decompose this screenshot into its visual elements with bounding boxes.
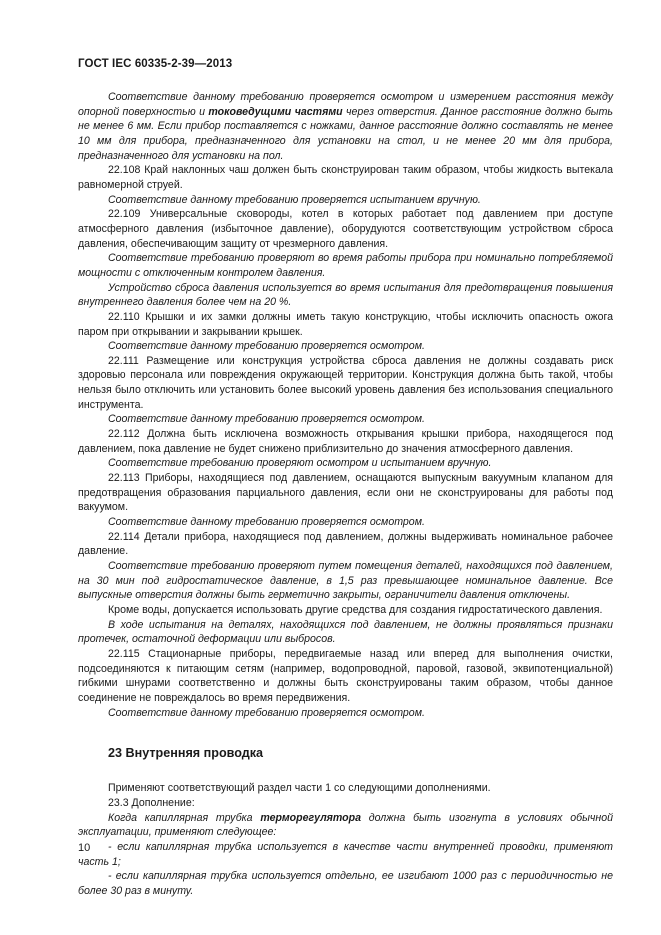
text-run: 22.113 Приборы, находящиеся под давлением, оснащаются выпускным вакуумным клапаном для предотвращения образования парциального давления, если они не сконструированы для работы под вакуумом. — [78, 472, 613, 514]
section-paragraph — [78, 869, 613, 898]
section-paragraph — [78, 840, 613, 869]
term-bold: токоведущими частями — [208, 105, 343, 118]
paragraph — [78, 618, 613, 647]
paragraph — [78, 310, 613, 339]
text-run: Когда капиллярная трубка — [108, 811, 261, 824]
section-heading: 23 Внутренняя проводка — [108, 746, 264, 761]
paragraph — [78, 281, 613, 310]
text-run: - если капиллярная трубка используется в качестве части внутренней проводки, применяют часть 1; — [78, 840, 613, 868]
text-run: Соответствие требованию проверяют осмотром и испытанием вручную. — [108, 457, 492, 470]
text-run: через отверстия. Данное расстояние должно быть не менее 6 мм. Если прибор поставляется с ножками, данное расстояние должно составлять не менее 10 мм для прибора, предназначенного для установки на стол, и не менее 20 мм для прибора, предназначенного для установки на пол. — [78, 105, 614, 162]
text-run: Соответствие данному требованию проверяется осмотром. — [108, 340, 425, 353]
clause-list — [78, 90, 613, 720]
section-paragraph — [78, 811, 613, 840]
paragraph — [78, 412, 613, 427]
text-run: Кроме воды, допускается использовать другие средства для создания гидростатического давления. — [108, 603, 603, 616]
section-paragraph — [78, 781, 613, 796]
paragraph — [78, 603, 613, 618]
text-run: 23.3 Дополнение: — [108, 796, 195, 809]
text-run: 22.110 Крышки и их замки должны иметь такую конструкцию, чтобы исключить опасность ожога паром при открывании и закрывании крышек. — [78, 310, 613, 338]
paragraph — [78, 193, 613, 208]
text-run: 22.111 Размещение или конструкция устройства сброса давления не должны создавать риск здоровью персонала или повреждения окружающей территории. Конструкция должна быть такой, чтобы нельзя было отключить или установить более высокий уровень давления без использования специального инструмента. — [78, 354, 613, 411]
text-run: - если капиллярная трубка используется отдельно, ее изгибают 1000 раз с периодичностью не более 30 раз в минуту. — [78, 870, 613, 897]
text-run: Применяют соответствующий раздел части 1 со следующими дополнениями. — [108, 782, 491, 795]
paragraph — [78, 559, 613, 603]
text-run: Соответствие данному требованию проверяется осмотром и измерением расстояния между опорной поверхностью и — [78, 91, 613, 118]
paragraph — [78, 647, 613, 706]
paragraph — [78, 339, 613, 354]
text-run: Соответствие данному требованию проверяется осмотром. — [108, 413, 425, 426]
page-number: 10 — [78, 842, 91, 854]
text-run: 22.109 Универсальные сковороды, котел в которых работает под давлением при доступе атмосферного давления (избыточное давление), оборудуются соответствующим устройством сброса давления, обеспечивающим защиту от чрезмерного давления. — [78, 208, 613, 250]
term-bold: терморегулятора — [260, 811, 362, 824]
text-run: 22.115 Стационарные приборы, передвигаемые назад или вперед для выполнения очистки, подсоединяются к питающим сетям (например, водопроводной, паровой, газовой, эквипотенциальной) гибкими шнурами соответственно и должны быть сконструированы таким образом, чтобы данное соединение не повреждалось во время передвижения. — [78, 647, 613, 704]
text-run: должна быть изогнута в условиях обычной эксплуатации, применяют следующее: — [78, 811, 613, 839]
document-body — [78, 90, 613, 898]
paragraph — [78, 207, 613, 251]
text-run: Соответствие требованию проверяют путем помещения деталей, находящихся под давлением, на 30 мин под гидростатическое давление, в 1,5 раз превышающее номинальное давление. Все выпускные отверстия должны быть герметично закрыты, ограничители давления отключены. — [78, 560, 613, 602]
paragraph — [78, 427, 613, 456]
text-run: 22.112 Должна быть исключена возможность открывания крышки прибора, находящегося под давлением, пока давление не будет снижено приблизительно до значения атмосферного давления. — [78, 428, 613, 455]
text-run: Соответствие данному требованию проверяется осмотром. — [108, 706, 425, 719]
text-run: 22.108 Край наклонных чаш должен быть сконструирован таким образом, чтобы жидкость вытекала равномерной струей. — [78, 164, 613, 191]
paragraph — [78, 471, 613, 515]
document-header: ГОСТ IEC 60335-2-39—2013 — [78, 58, 233, 70]
section-clause-list — [78, 781, 613, 898]
text-run: В ходе испытания на деталях, находящихся под давлением, не должны проявляться признаки протечек, остаточной деформации или выбросов. — [78, 618, 613, 646]
text-run: Соответствие данному требованию проверяется осмотром. — [108, 516, 425, 529]
paragraph — [78, 706, 613, 721]
paragraph — [78, 530, 613, 559]
text-run: Соответствие требованию проверяют во время работы прибора при номинально потребляемой мощности с отключенным контролем давления. — [78, 252, 613, 279]
paragraph — [78, 354, 613, 413]
section-paragraph — [78, 796, 613, 811]
paragraph — [78, 456, 613, 471]
text-run: Соответствие данному требованию проверяется испытанием вручную. — [108, 193, 481, 206]
paragraph — [78, 515, 613, 530]
paragraph — [78, 163, 613, 192]
text-run: 22.114 Детали прибора, находящиеся под давлением, должны выдерживать номинальное рабочее давление. — [78, 530, 613, 558]
paragraph — [78, 251, 613, 280]
paragraph — [78, 90, 613, 163]
text-run: Устройство сброса давления используется во время испытания для предотвращения повышения внутреннего давления более чем на 20 %. — [78, 281, 613, 309]
